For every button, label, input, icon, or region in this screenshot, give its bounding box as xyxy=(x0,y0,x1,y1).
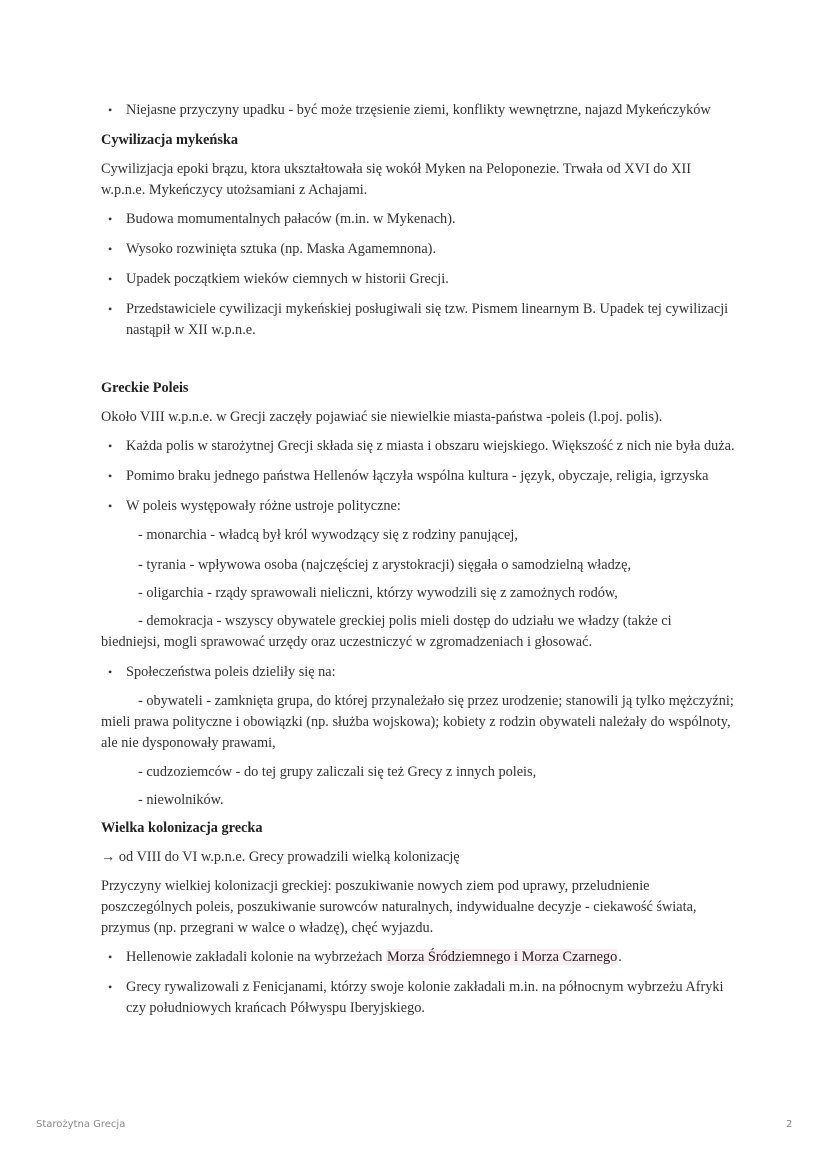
section-heading-poleis: Greckie Poleis xyxy=(101,380,189,396)
sub-item: - cudzoziemców - do tej grupy zaliczali się też Grecy z innych poleis, xyxy=(138,764,537,780)
footer-title: Starożytna Grecja xyxy=(36,1119,126,1130)
section-heading-mycenaean: Cywilizacja mykeńska xyxy=(101,132,239,148)
list-item-text: Hellenowie zakładali kolonie na wybrzeżach xyxy=(126,949,387,965)
paragraph-line: Przyczyny wielkiej kolonizacji greckiej: poszukiwanie nowych ziem pod uprawy, przeludnienie xyxy=(101,878,650,894)
page-number: 2 xyxy=(786,1119,793,1130)
sub-item-continuation: ale nie dysponowały prawami, xyxy=(101,735,276,751)
sub-item: - tyrania - wpływowa osoba (najczęściej z arystokracji) sięgała o samodzielną władzę, xyxy=(138,557,632,573)
sub-item-continuation: mieli prawa polityczne i obowiązki (np. służba wojskowa); kobiety z rodzin obywateli należały do wspólnoty, xyxy=(101,714,731,730)
list-item: • Budowa momumentalnych pałaców (m.in. w Mykenach). xyxy=(126,209,456,229)
section-heading-colonization: Wielka kolonizacja grecka xyxy=(101,820,263,836)
sub-item: - oligarchia - rządy sprawowali nieliczni, którzy wywodzili się z zamożnych rodów, xyxy=(138,585,618,601)
list-item: • Grecy rywalizowali z Fenicjanami, którzy swoje kolonie zakładali m.in. na północnym wybrzeżu Afryki xyxy=(126,977,724,997)
list-item: • Upadek początkiem wieków ciemnych w historii Grecji. xyxy=(126,269,449,289)
list-item-continuation: nastąpił w XII w.p.n.e. xyxy=(126,322,256,338)
paragraph-line: w.p.n.e. Mykeńczycy utożsamiani z Achajami. xyxy=(101,182,368,198)
highlighted-text: Morza Śródziemnego i Morza Czarnego xyxy=(387,949,618,965)
list-item-text: . xyxy=(618,949,622,965)
list-item: • Przedstawiciele cywilizacji mykeńskiej posługiwali się tzw. Pismem linearnym B. Upadek tej cywilizacji xyxy=(126,299,728,319)
sub-item-continuation: biedniejsi, mogli sprawować urzędy oraz uczestniczyć w zgromadzeniach i głosować. xyxy=(101,634,593,650)
paragraph-line: → od VIII do VI w.p.n.e. Grecy prowadzili wielką kolonizację xyxy=(101,849,460,865)
list-item: • Niejasne przyczyny upadku - być może trzęsienie ziemi, konflikty wewnętrzne, najazd Mykeńczyków xyxy=(126,100,711,120)
list-item-continuation: czy południowych krańcach Półwyspu Iberyjskiego. xyxy=(126,1000,425,1016)
list-item: • W poleis występowały różne ustroje polityczne: xyxy=(126,496,401,516)
paragraph-line: przymus (np. przegrani w walce o władzę), chęć wyjazdu. xyxy=(101,920,434,936)
sub-item: - niewolników. xyxy=(138,792,224,808)
paragraph-line: Cywilizjacja epoki brązu, ktora ukształtowała się wokół Myken na Peloponezie. Trwała od XVI do XII xyxy=(101,161,691,177)
list-item: • Każda polis w starożytnej Grecji składa się z miasta i obszaru wiejskiego. Większość z nich nie była duża. xyxy=(126,436,735,456)
paragraph-line: Około VIII w.p.n.e. w Grecji zaczęły pojawiać sie niewielkie miasta-państwa -poleis (l.poj. polis). xyxy=(101,409,663,425)
list-item xyxy=(126,947,622,967)
list-item: • Wysoko rozwinięta sztuka (np. Maska Agamemnona). xyxy=(126,239,436,259)
sub-item: - demokracja - wszyscy obywatele greckiej polis mieli dostęp do udziału we władzy (także ci xyxy=(138,613,672,629)
paragraph-line: poszczególnych poleis, poszukiwanie surowców naturalnych, indywidualne decyzje - ciekawość świata, xyxy=(101,899,697,915)
list-item: • Pomimo braku jednego państwa Hellenów łączyła wspólna kultura - język, obyczaje, religia, igrzyska xyxy=(126,466,708,486)
list-item: • Społeczeństwa poleis dzieliły się na: xyxy=(126,662,336,682)
sub-item: - obywateli - zamknięta grupa, do której przynależało się przez urodzenie; stanowili ją tylko mężczyźni; xyxy=(138,693,734,709)
sub-item: - monarchia - władcą był król wywodzący się z rodziny panującej, xyxy=(138,527,518,543)
